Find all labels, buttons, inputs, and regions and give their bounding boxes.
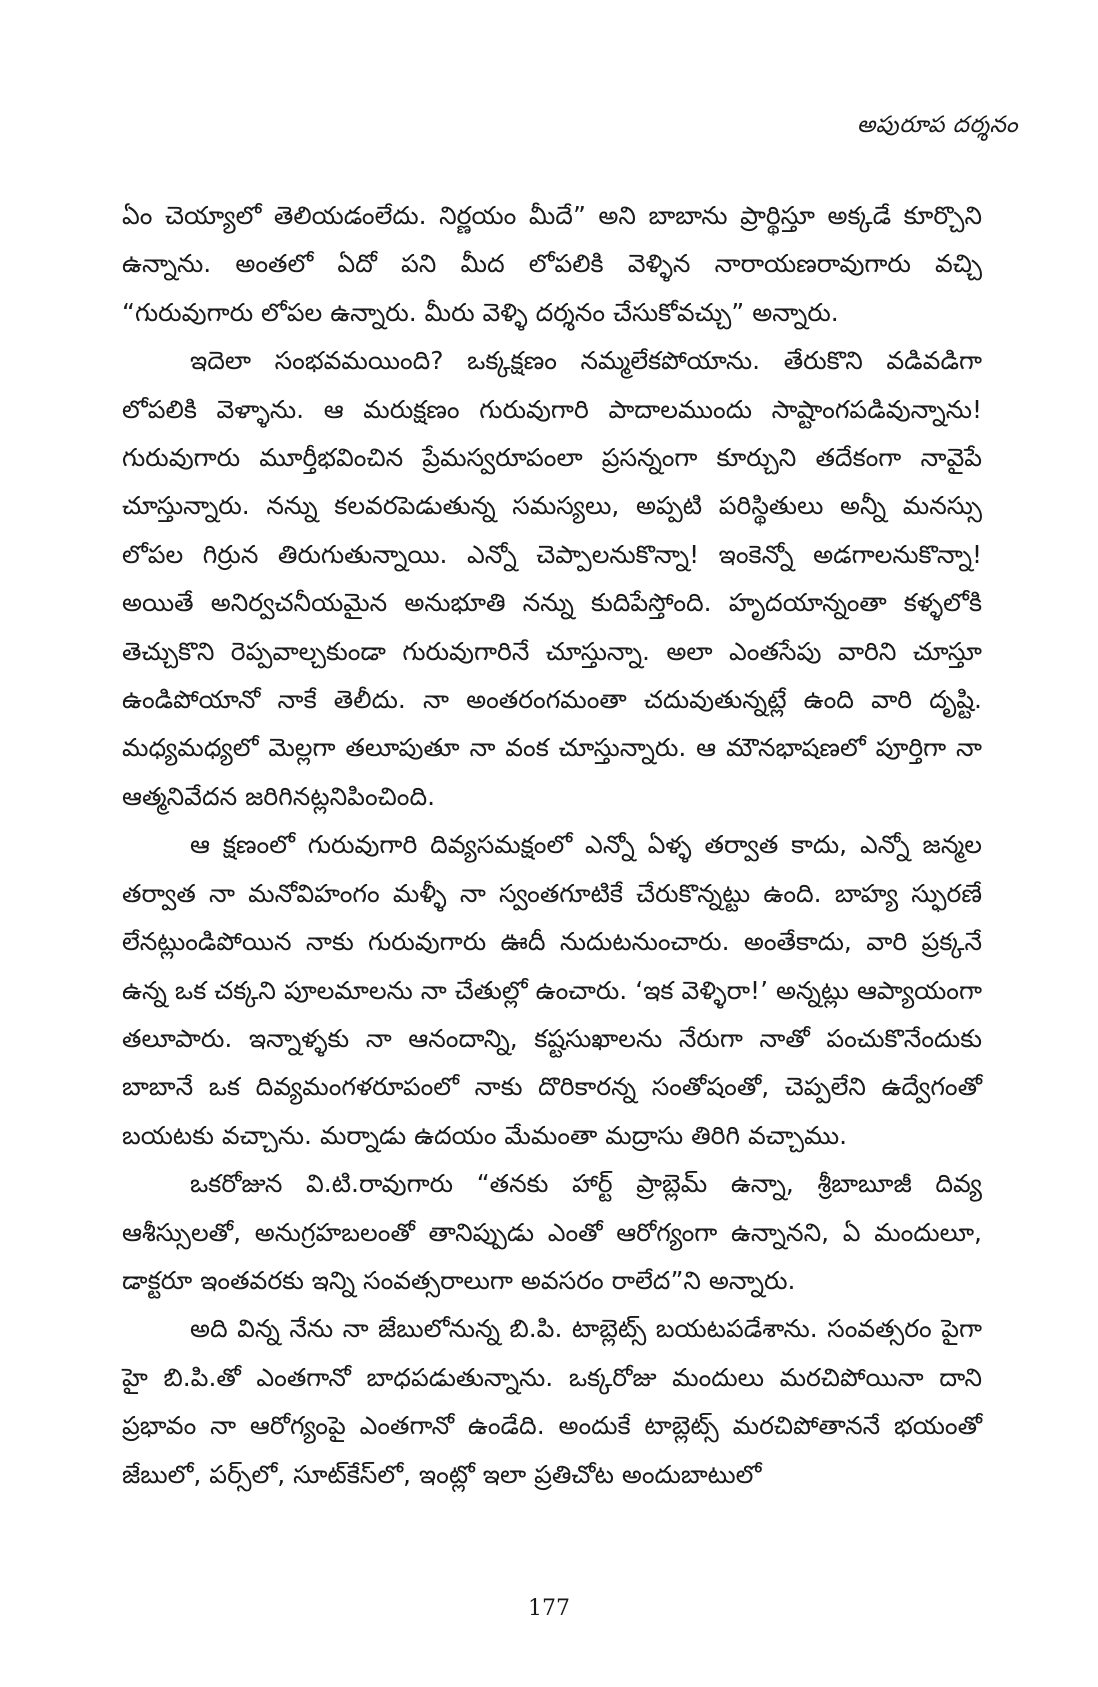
paragraph: అది విన్న నేను నా జేబులోనున్న బి.పి. టాబ్లెట్స్ బయటపడేశాను. సంవత్సరం పైగా హై బి.పి.తో ఎంతగానో బాధపడుతున్నాను. ఒక్కరోజు మందులు మరచిపోయినా దాని ప్రభావం నా ఆరోగ్యంపై ఎంతగానో ఉండేది. అందుకే టాబ్లెట్స్ మరచిపోతాననే భయంతో జేబులో, పర్స్‌లో, సూట్‌కేస్‌లో, ఇంట్లో ఇలా ప్రతిచోట అందుబాటులో (122, 1314, 982, 1489)
paragraph: ఇదెలా సంభవమయింది? ఒక్కక్షణం నమ్మలేకపోయాను. తేరుకొని వడివడిగా లోపలికి వెళ్ళాను. ఆ మరుక్షణం గురువుగారి పాదాలముందు సాష్టాంగపడివున్నాను! గురువుగారు మూర్తీభవించిన ప్రేమస్వరూపంలా ప్రసన్నంగా కూర్చుని తదేకంగా నావైపే చూస్తున్నారు. నన్ను కలవరపెడుతున్న సమస్యలు, అప్పటి పరిస్థితులు అన్నీ మనస్సు లోపల గిర్రున తిరుగుతున్నాయి. ఎన్నో చెప్పాలనుకొన్నా! ఇంకెన్నో అడగాలనుకొన్నా! అయితే అనిర్వచనీయమైన అనుభూతి నన్ను కుదిపేస్తోంది. హృదయాన్నంతా కళ్ళలోకి తెచ్చుకొని రెప్పవాల్చకుండా గురువుగారినే చూస్తున్నా. అలా ఎంతసేపు వారిని చూస్తూ ఉండిపోయానో నాకే తెలీదు. నా అంతరంగమంతా చదువుతున్నట్లే ఉంది వారి దృష్టి. మధ్యమధ్యలో మెల్లగా తలూపుతూ నా వంక చూస్తున్నారు. ఆ మౌనభాషణలో పూర్తిగా నా ఆత్మనివేదన జరిగినట్లనిపించింది. (122, 346, 982, 811)
paragraph-continued: ఏం చెయ్యాలో తెలియడంలేదు. నిర్ణయం మీదే” అని బాబాను ప్రార్థిస్తూ అక్కడే కూర్చొని ఉన్నాను. అంతలో ఏదో పని మీద లోపలికి వెళ్ళిన నారాయణరావుగారు వచ్చి “గురువుగారు లోపల ఉన్నారు. మీరు వెళ్ళి దర్శనం చేసుకోవచ్చు” అన్నారు. (122, 201, 982, 327)
body-text (122, 192, 982, 1499)
paragraph: ఆ క్షణంలో గురువుగారి దివ్యసమక్షంలో ఎన్నో ఏళ్ళ తర్వాత కాదు, ఎన్నో జన్మల తర్వాత నా మనోవిహంగం మళ్ళీ నా స్వంతగూటికే చేరుకొన్నట్టు ఉంది. బాహ్య స్ఫురణే లేనట్లుండిపోయిన నాకు గురువుగారు ఊదీ నుదుటనుంచారు. అంతేకాదు, వారి ప్రక్కనే ఉన్న ఒక చక్కని పూలమాలను నా చేతుల్లో ఉంచారు. ‘ఇక వెళ్ళిరా!’ అన్నట్లు ఆప్యాయంగా తలూపారు. ఇన్నాళ్ళకు నా ఆనందాన్ని, కష్టసుఖాలను నేరుగా నాతో పంచుకొనేందుకు బాబానే ఒక దివ్యమంగళరూపంలో నాకు దొరికారన్న సంతోషంతో, చెప్పలేని ఉద్వేగంతో బయటకు వచ్చాను. మర్నాడు ఉదయం మేమంతా మద్రాసు తిరిగి వచ్చాము. (122, 830, 982, 1150)
running-header: అపురూప దర్శనం (856, 112, 1018, 138)
page-number: 177 (528, 1596, 570, 1621)
paragraph: ఒకరోజున వి.టి.రావుగారు “తనకు హార్ట్ ప్రాబ్లెమ్ ఉన్నా, శ్రీబాబూజీ దివ్య ఆశీస్సులతో, అనుగ్రహబలంతో తానిప్పుడు ఎంతో ఆరోగ్యంగా ఉన్నానని, ఏ మందులూ, డాక్టరూ ఇంతవరకు ఇన్ని సంవత్సరాలుగా అవసరం రాలేద”ని అన్నారు. (122, 1169, 982, 1295)
